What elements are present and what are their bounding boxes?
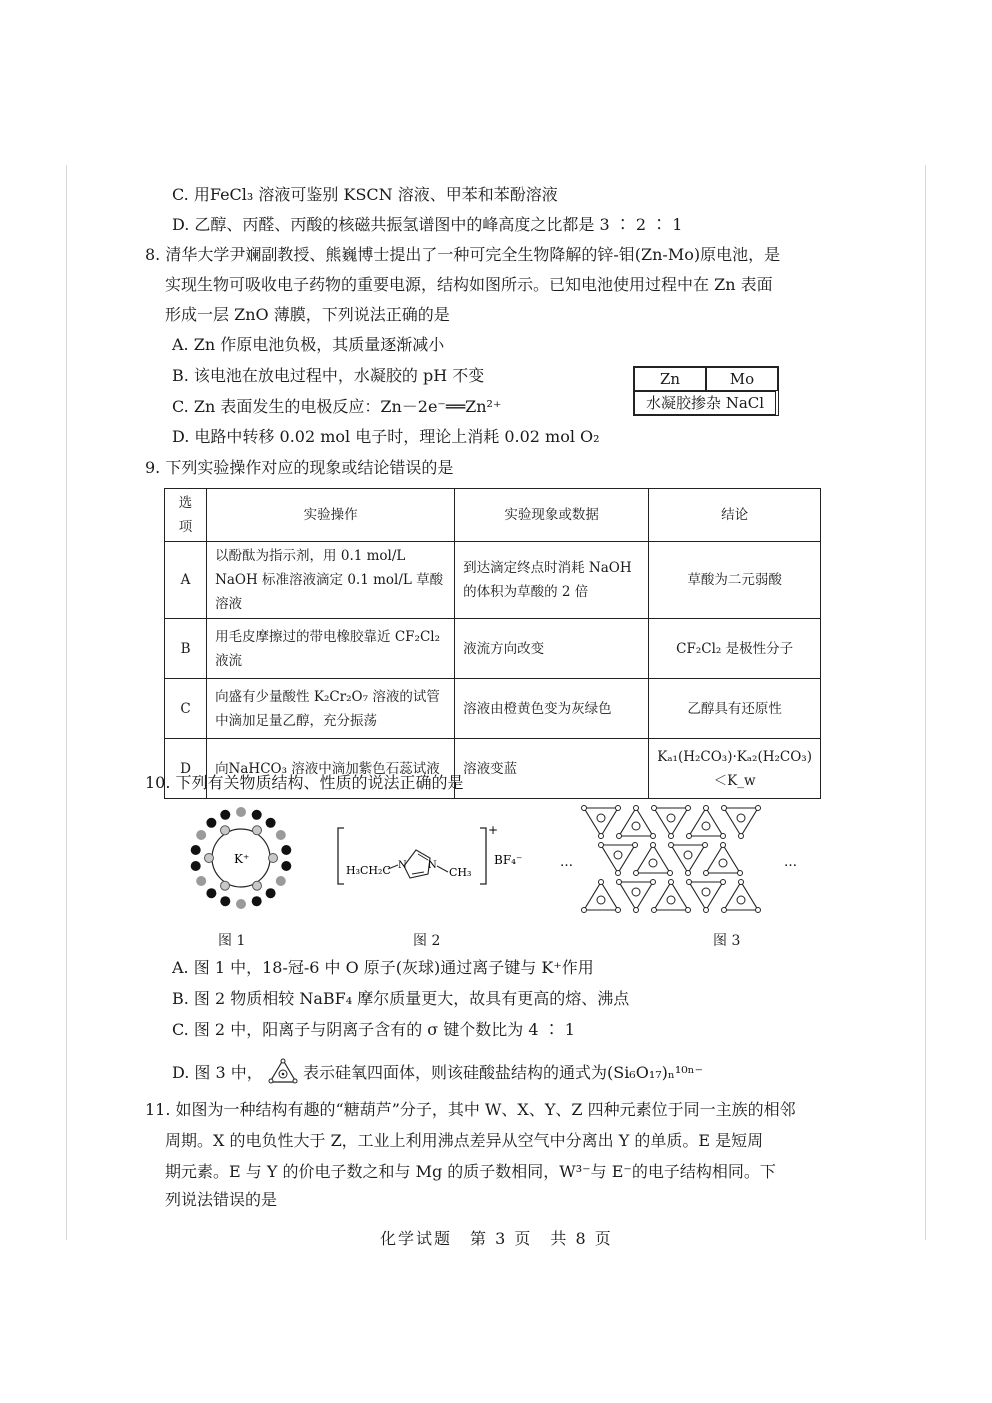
carbon-atom [252,896,262,906]
oxygen-atom [617,880,622,885]
oxygen-atom [721,834,726,839]
oxygen-atom [236,807,246,817]
k-ion-label: K⁺ [234,852,250,866]
carbon-atom [266,888,276,898]
q10-option-d [172,1058,703,1084]
oxygen-atom [721,880,726,885]
silicon-atom [597,896,605,904]
oxygen-atom [616,908,621,913]
carbon-atom [266,818,276,828]
carbon-atom [220,810,230,820]
table-cell-option: A [165,542,207,619]
oxygen-atom [669,843,674,848]
silicon-atom [597,814,605,822]
carbon-atom [191,845,201,855]
anion-label: BF₄⁻ [494,853,523,867]
q8-option-c: C. Zn 表面发生的电极反应：Zn－2e⁻══Zn²⁺ [172,397,502,416]
oxygen-atom [739,834,744,839]
oxygen-atom [686,871,691,876]
table-header: 选项 [165,489,207,542]
oxygen-atom [276,830,286,840]
oxygen-atom [652,908,657,913]
silicon-atom [737,814,745,822]
oxygen-atom [686,806,691,811]
silicon-atom [702,822,710,830]
experiment-table [164,488,821,799]
carbon-atom [206,888,216,898]
hydrogen-atom [205,854,214,863]
silicon-atom [737,896,745,904]
carbon-atom [220,896,230,906]
hydrogen-atom [253,881,262,890]
oxygen-atom [756,908,761,913]
table-cell-option: B [165,619,207,679]
q11-stem-line1: 11. 如图为一种结构有趣的“糖葫芦”分子，其中 W、X、Y、Z 四种元素位于同一主族的相邻 [145,1100,796,1119]
tetrahedron-icon [268,1058,298,1084]
table-cell-conclusion: 草酸为二元弱酸 [649,542,821,619]
hydrogel-layer: 水凝胶掺杂 NaCl [634,391,776,415]
q11-stem-line2: 周期。X 的电负性大于 Z，工业上利用沸点差异从空气中分离出 Y 的单质。E 是短周 [165,1131,764,1150]
oxygen-atom [651,880,656,885]
table-cell-phenomenon: 液流方向改变 [455,619,649,679]
oxygen-atom [236,899,246,909]
oxygen-atom [687,834,692,839]
silicon-atom [719,859,727,867]
q10-option-d-prefix: D. 图 3 中， [172,1063,263,1082]
zn-electrode: Zn [634,367,706,391]
figure1-crown-ether [186,800,296,915]
hydrogen-atom [221,881,230,890]
page-footer: 化学试题 第 3 页 共 8 页 [380,1229,613,1248]
oxygen-atom [704,871,709,876]
battery-diagram [633,366,779,416]
oxygen-atom [582,806,587,811]
oxygen-atom [703,843,708,848]
hydrogen-atom [221,826,230,835]
oxygen-atom [652,806,657,811]
oxygen-atom [616,871,621,876]
figure3-silicate-chain [556,800,806,918]
q8-option-d: D. 电路中转移 0.02 mol 电子时，理论上消耗 0.02 mol O₂ [172,427,600,446]
oxygen-atom [651,843,656,848]
carbon-atom [206,818,216,828]
q8-stem-line2: 实现生物可吸收电子药物的重要电源，结构如图所示。已知电池使用过程中在 Zn 表面 [165,275,773,294]
hydrogen-atom [253,826,262,835]
cation-charge: + [488,823,499,837]
table-header: 实验操作 [207,489,455,542]
q11-stem-line4: 列说法错误的是 [165,1190,278,1209]
silicon-atom [632,822,640,830]
figure3-caption: 图 3 [713,933,741,949]
table-cell-conclusion: 乙醇具有还原性 [649,679,821,739]
cation-right-group: CH₃ [449,866,472,879]
q10-option-a: A. 图 1 中，18-冠-6 中 O 原子(灰球)通过离子键与 K⁺作用 [172,958,594,977]
oxygen-atom [722,806,727,811]
table-row [165,619,821,679]
oxygen-atom [704,806,709,811]
table-header-row [165,489,821,542]
oxygen-atom [756,806,761,811]
q9-stem: 9. 下列实验操作对应的现象或结论错误的是 [145,458,454,477]
carbon-atom [281,861,291,871]
table-header: 结论 [649,489,821,542]
q8-stem-line1: 8. 清华大学尹斓副教授、熊巍博士提出了一种可完全生物降解的锌-钼(Zn-Mo)原电池，是 [145,245,781,264]
cation-n1: N [398,860,407,871]
silicon-atom [649,859,657,867]
oxygen-atom [669,834,674,839]
carbon-atom [281,845,291,855]
oxygen-atom [634,871,639,876]
oxygen-atom [721,843,726,848]
table-cell-phenomenon: 溶液由橙黄色变为灰绿色 [455,679,649,739]
page-left-edge [66,165,67,1240]
table-cell-phenomenon: 溶液变蓝 [455,739,649,799]
oxygen-atom [617,834,622,839]
q7-option-c: C. 用FeCl₃ 溶液可鉴别 KSCN 溶液、甲苯和苯酚溶液 [172,185,558,204]
table-cell-operation: 以酚酞为指示剂，用 0.1 mol/L NaOH 标准溶液滴定 0.1 mol/L 草酸溶液 [207,542,455,619]
oxygen-atom [669,880,674,885]
oxygen-atom [616,806,621,811]
oxygen-atom [599,834,604,839]
oxygen-atom [722,908,727,913]
silicon-atom [667,896,675,904]
silicate-tetrahedra [582,806,761,913]
q10-option-b: B. 图 2 物质相较 NaBF₄ 摩尔质量更大，故具有更高的熔、沸点 [172,989,630,1008]
q7-option-d: D. 乙醇、丙醛、丙酸的核磁共振氢谱图中的峰高度之比都是 3 ∶ 2 ∶ 1 [172,215,683,234]
table-row [165,679,821,739]
silicon-atom [702,888,710,896]
q8-stem-line3: 形成一层 ZnO 薄膜，下列说法正确的是 [165,305,450,324]
table-cell-operation: 向盛有少量酸性 K₂Cr₂O₇ 溶液的试管中滴加足量乙醇，充分振荡 [207,679,455,739]
silicon-atom [667,814,675,822]
table-header: 实验现象或数据 [455,489,649,542]
oxygen-atom [633,843,638,848]
silicon-atom [614,851,622,859]
chain-ellipsis-left: … [560,855,573,870]
figure2-caption: 图 2 [413,933,441,949]
q10-option-c: C. 图 2 中，阳离子与阴离子含有的 σ 键个数比为 4 ∶ 1 [172,1020,575,1039]
q11-stem-line3: 期元素。E 与 Y 的价电子数之和与 Mg 的质子数相同，W³⁻与 E⁻的电子结构相同。下 [165,1162,776,1181]
hydrogen-atom [269,854,278,863]
oxygen-atom [634,806,639,811]
oxygen-atom [276,876,286,886]
oxygen-atom [687,880,692,885]
table-cell-phenomenon: 到达滴定终点时消耗 NaOH 的体积为草酸的 2 倍 [455,542,649,619]
chain-ellipsis-right: … [784,855,797,870]
oxygen-atom [599,843,604,848]
table-cell-conclusion: Kₐ₁(H₂CO₃)·Kₐ₂(H₂CO₃)＜K_w [649,739,821,799]
oxygen-atom [739,880,744,885]
oxygen-atom [686,908,691,913]
q8-option-b: B. 该电池在放电过程中，水凝胶的 pH 不变 [172,366,485,385]
silicon-atom [632,888,640,896]
cation-n2: N [428,860,437,871]
table-cell-conclusion: CF₂Cl₂ 是极性分子 [649,619,821,679]
oxygen-atom [196,876,206,886]
figure1-caption: 图 1 [218,933,246,949]
oxygen-atom [651,834,656,839]
oxygen-atom [738,871,743,876]
carbon-atom [252,810,262,820]
page-right-edge [925,165,926,1240]
figure2-ionic-liquid [334,822,534,892]
table-row [165,542,821,619]
cation-left-group: H₃CH₂C [346,864,391,877]
q10-option-d-suffix: 表示硅氧四面体，则该硅酸盐结构的通式为(Si₆O₁₇)ₙ¹⁰ⁿ⁻ [302,1063,704,1082]
table-cell-operation: 向NaHCO₃ 溶液中滴加紫色石蕊试液 [207,739,455,799]
silicon-atom [684,851,692,859]
oxygen-atom [668,871,673,876]
oxygen-atom [582,908,587,913]
oxygen-atom [634,908,639,913]
carbon-atom [191,861,201,871]
oxygen-atom [704,908,709,913]
table-cell-option: C [165,679,207,739]
oxygen-atom [599,880,604,885]
mo-electrode: Mo [706,367,778,391]
oxygen-atom [196,830,206,840]
table-cell-option: D [165,739,207,799]
q8-option-a: A. Zn 作原电池负极，其质量逐渐减小 [172,335,445,354]
q10-stem: 10. 下列有关物质结构、性质的说法正确的是 [145,773,464,792]
table-cell-operation: 用毛皮摩擦过的带电橡胶靠近 CF₂Cl₂ 液流 [207,619,455,679]
